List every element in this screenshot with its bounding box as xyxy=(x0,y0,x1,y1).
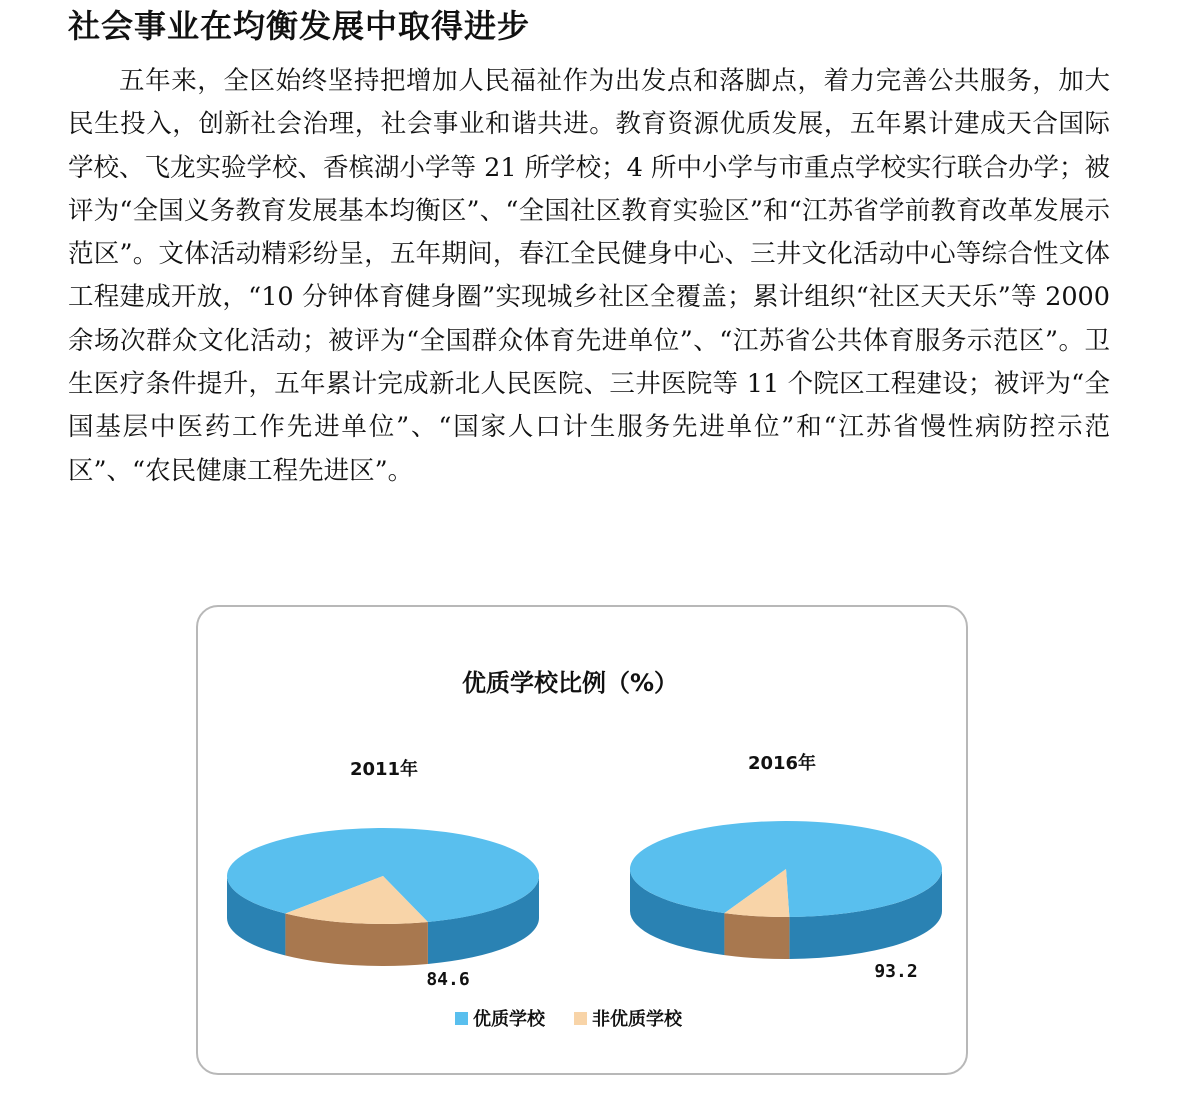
pie-2011-value-label: 84.6 xyxy=(426,969,470,990)
pie-2011-year-label: 2011年 xyxy=(349,759,419,780)
article-paragraph: 五年来，全区始终坚持把增加人民福祉作为出发点和落脚点，着力完善公共服务，加大民生投入，创新社会治理，社会事业和谐共进。教育资源优质发展，五年累计建成天合国际学校、飞龙实验学校、香槟湖小学等 21 所学校；4 所中小学与市重点学校实行联合办学；被评为“全国义务教育发展基本均衡区”、“全国社区教育实验区”和“江苏省学前教育改革发展示范区”。文体活动精彩纷呈，五年期间，春江全民健身中心、三井文化活动中心等综合性文体工程建成开放，“10 分钟体育健身圈”实现城乡社区全覆盖；累计组织“社区天天乐”等 2000 余场次群众文化活动；被评为“全国群众体育先进单位”、“江苏省公共体育服务示范区”。卫生医疗条件提升，五年累计完成新北人民医院、三井医院等 11 个院区工程建设；被评为“全国基层中医药工作先进单位”、“国家人口计生服务先进单位”和“江苏省慢性病防控示范区”、“农民健康工程先进区”。 xyxy=(68,66,1110,486)
legend-swatch-quality-school xyxy=(455,1012,468,1025)
pie-2016-year-label: 2016年 xyxy=(747,753,817,774)
pie-2011 xyxy=(227,828,539,966)
chart-legend xyxy=(455,1008,683,1030)
chart-container xyxy=(196,605,968,1075)
legend-label-non-quality-school: 非优质学校 xyxy=(592,1009,682,1030)
chart-title: 优质学校比例（%） xyxy=(461,669,679,697)
legend-label-quality-school: 优质学校 xyxy=(473,1009,545,1030)
pie-chart-svg xyxy=(198,607,968,1075)
article-heading: 社会事业在均衡发展中取得进步 xyxy=(68,7,531,45)
pie-2016 xyxy=(630,821,942,959)
legend-swatch-non-quality-school xyxy=(574,1012,587,1025)
pie-2016-side-non-quality xyxy=(724,913,789,959)
pie-2016-value-label: 93.2 xyxy=(874,961,918,982)
